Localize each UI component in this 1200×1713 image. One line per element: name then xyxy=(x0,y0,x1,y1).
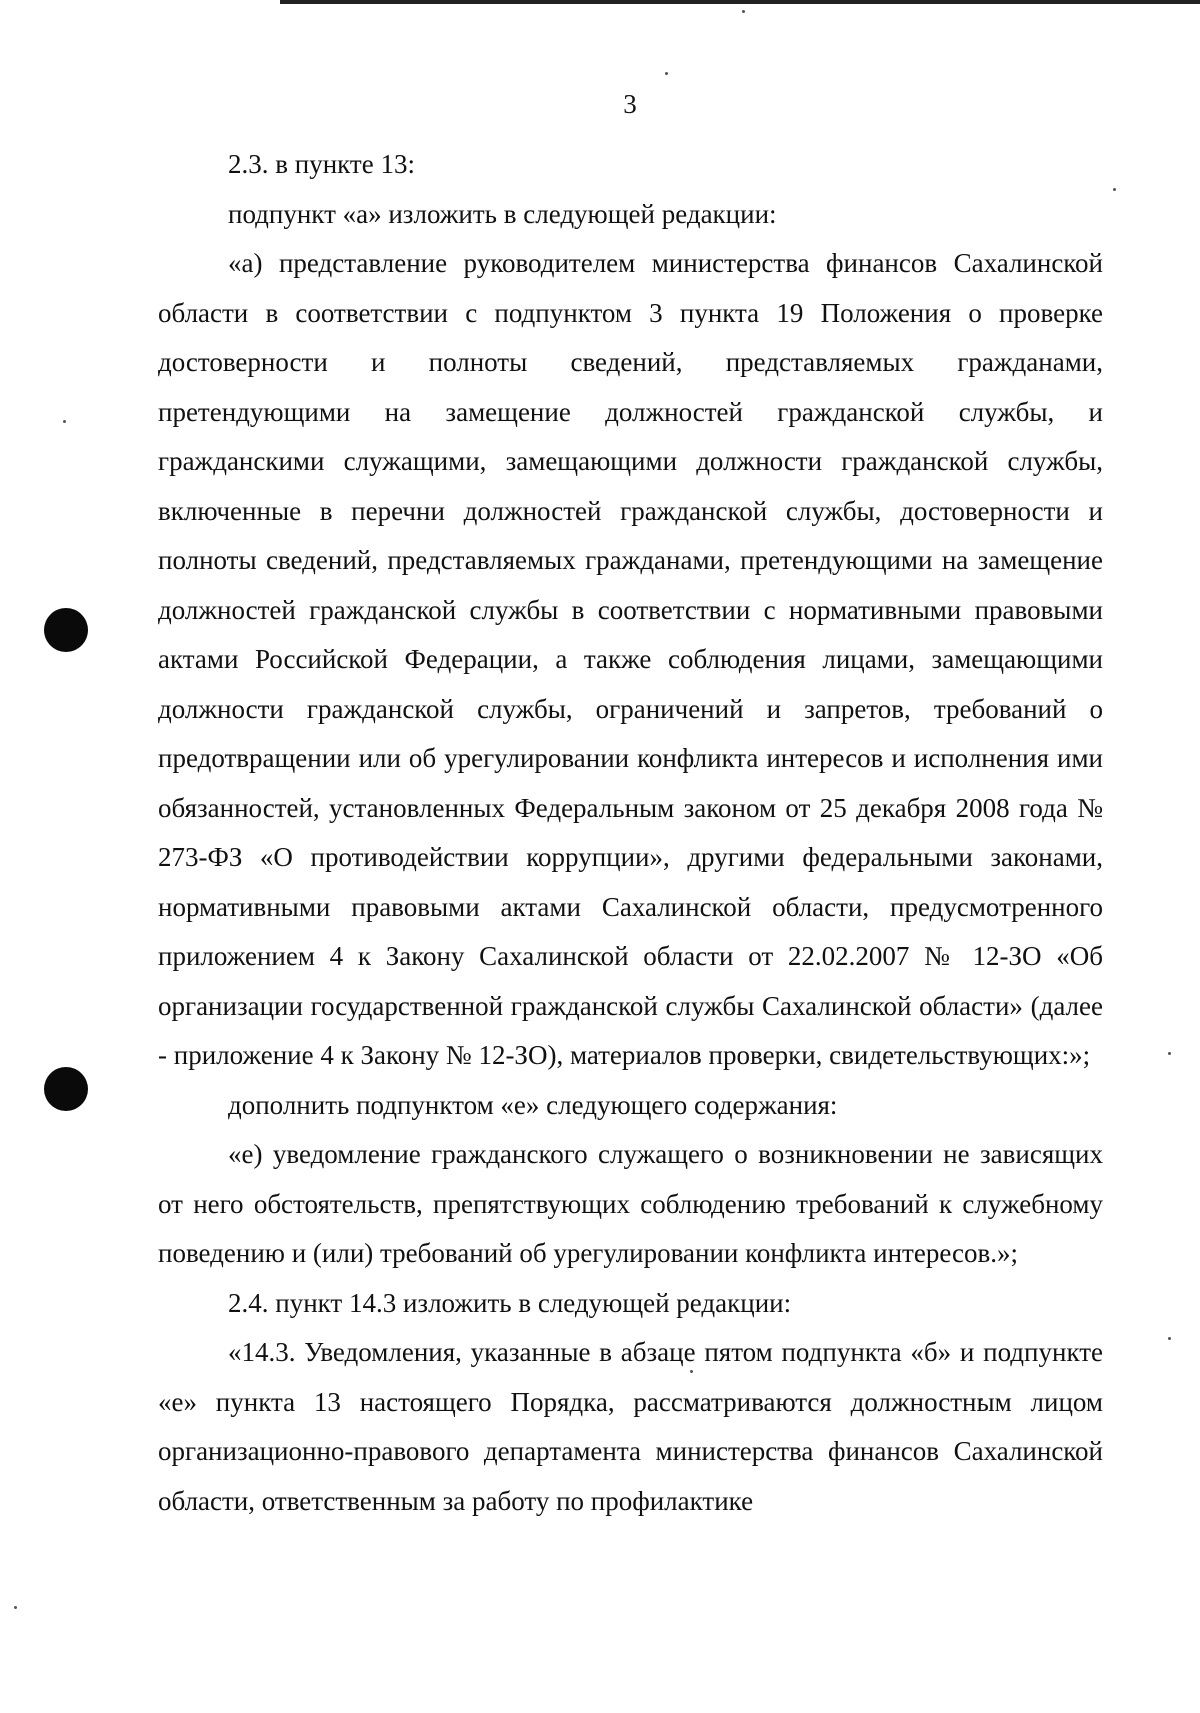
paragraph-section-2-4: 2.4. пункт 14.3 изложить в следующей редакции: xyxy=(228,1287,792,1318)
paragraph-subpoint-e-text: «е) уведомление гражданского служащего о возникновении не зависящих от него обстоятельств, препятствующих соблюдению требований к служебному поведению и (или) требований об урегулировании конфликта интересов.»; xyxy=(158,1139,1103,1268)
paragraph-subpoint-a-intro: подпункт «а» изложить в следующей редакции: xyxy=(228,198,777,229)
document-body xyxy=(158,140,1103,1526)
punch-hole-upper xyxy=(44,608,88,652)
paragraph-point-14-3-text: «14.3. Уведомления, указанные в абзаце пятом подпункта «б» и подпункте «е» пункта 13 настоящего Порядка, рассматриваются должностным лицом организационно-правового департамента министерства финансов Сахалинской области, ответственным за работу по профилактике xyxy=(158,1337,1103,1516)
scan-speck xyxy=(1113,188,1116,191)
scan-top-edge xyxy=(280,0,1200,4)
paragraph-subpoint-a-text: «а) представление руководителем министерства финансов Сахалинской области в соответствии с подпунктом 3 пункта 19 Положения о проверке достоверности и полноты сведений, представляемых гражданами, претендующими на замещение должностей гражданской службы, и гражданскими служащими, замещающими должности гражданской службы, включенные в перечни должностей гражданской службы, достоверности и полноты сведений, представляемых гражданами, претендующими на замещение должностей гражданской службы в соответствии с нормативными правовыми актами Российской Федерации, а также соблюдения лицами, замещающими должности гражданской службы, ограничений и запретов, требований о предотвращении или об урегулировании конфликта интересов и исполнения ими обязанностей, установленных Федеральным законом от 25 декабря 2008 года № 273-ФЗ «О противодействии коррупции», другими федеральными законами, нормативными правовыми актами Сахалинской области, предусмотренного приложением 4 к Закону Сахалинской области от 22.02.2007 № 12-ЗО «Об организации государственной гражданской службы Сахалинской области» (далее - приложение 4 к Закону № 12-ЗО), материалов проверки, свидетельствующих:»; xyxy=(158,248,1103,1070)
scan-speck xyxy=(14,1606,17,1609)
page-number: 3 xyxy=(623,89,637,119)
punch-hole-lower xyxy=(44,1067,88,1111)
scan-speck xyxy=(742,10,745,13)
scan-speck xyxy=(63,420,66,423)
scan-speck xyxy=(1168,1052,1171,1055)
paragraph-subpoint-e-intro: дополнить подпунктом «е» следующего содержания: xyxy=(228,1089,838,1120)
scan-speck xyxy=(665,72,668,75)
scan-speck xyxy=(1168,1337,1171,1340)
paragraph-section-2-3: 2.3. в пункте 13: xyxy=(228,149,415,179)
